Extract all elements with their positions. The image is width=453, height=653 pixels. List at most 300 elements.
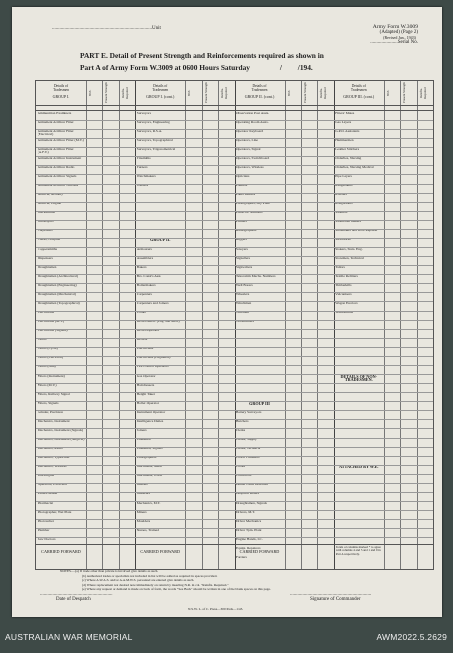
row-rule [135, 401, 234, 402]
row-rule [135, 528, 234, 529]
row-rule [135, 184, 234, 185]
tradesman-row: Artificer, Artillery [37, 193, 64, 197]
tradesman-row: Armourers [136, 247, 152, 251]
row-rule [334, 528, 433, 529]
row-rule [135, 247, 234, 248]
tradesman-row: Opticians [236, 174, 250, 178]
tradesman-row: Armament Artificer Fitter (Electrical) [37, 129, 74, 137]
row-rule [135, 510, 234, 511]
tradesman-row: Fitters [37, 338, 47, 342]
column-header-strength: Present Strength [302, 82, 307, 104]
tradesman-row: Painters [236, 184, 248, 188]
row-rule [334, 174, 433, 175]
tradesman-row: Clerks, Technical [236, 447, 261, 451]
tradesman-row: Fire Control Operators [136, 365, 169, 369]
row-rule [135, 229, 234, 230]
row-rule [334, 537, 433, 538]
tradesman-row: Tinsmiths [136, 156, 151, 160]
row-rule [135, 202, 234, 203]
row-rule [235, 311, 334, 312]
row-rule [334, 138, 433, 139]
row-rule [235, 156, 334, 157]
header-rule [36, 544, 433, 545]
column-header-details [235, 81, 285, 105]
row-rule [36, 338, 135, 339]
row-rule [135, 374, 234, 375]
row-rule [235, 229, 334, 230]
tradesman-row: Instrument Operator [136, 410, 166, 414]
row-rule [334, 193, 433, 194]
tradesman-row: Operators, Line [236, 138, 258, 142]
tradesman-row: G.P.O. Assistants [335, 129, 360, 133]
note-line: (c) Where A.W.A.S. and/or A.A.M.W.S. personnel are entered give details as such. [82, 578, 195, 583]
row-rule [235, 165, 334, 166]
tradesman-row: Photographer, Wet Plate [37, 510, 72, 514]
row-rule [334, 329, 433, 330]
column-header-reinf: Reinfts. Required [220, 87, 229, 99]
tradesman-row: Well Borers [236, 283, 253, 287]
tradesman-row: Fitters (Cycle) [37, 347, 58, 351]
row-rule [135, 311, 234, 312]
row-rule [334, 347, 433, 348]
tradesman-row: Winchmen [236, 301, 252, 305]
tradesman-row: Woodturners [236, 320, 254, 324]
tradesman-row: Hammermen [335, 138, 354, 142]
tradesman-row: Operating Room Assts. [236, 120, 269, 124]
tradesman-row: Tailors [335, 265, 345, 269]
tradesman-row: Fitters (Instrument) [37, 374, 65, 378]
tradesman-row: GROUP II. [150, 238, 171, 243]
row-rule [36, 129, 135, 130]
tradesman-row [236, 347, 283, 355]
column-header-details [135, 81, 185, 105]
row-rule [36, 138, 135, 139]
row-rule [235, 510, 334, 511]
tradesman-row: Photographer, Dry Plate [236, 202, 270, 206]
row-rule [135, 519, 234, 520]
totals-note: Totals of columns marked * to agree with columns 4 and 5 and 1 and 9 in Part A respectively. [335, 546, 381, 556]
tradesman-row: Armament Artificer Signals [37, 174, 77, 178]
row-rule [235, 465, 334, 466]
tradesman-row: Electricians (M.V.) [37, 320, 65, 324]
row-rule [334, 438, 433, 439]
tradesman-row: Signwriters [236, 265, 253, 269]
row-rule [36, 419, 135, 420]
row-rule [235, 401, 334, 402]
tradesman-row: Armament Artificer Fitter [37, 120, 74, 124]
row-rule [135, 156, 234, 157]
tradesman-row: Timberkills [335, 283, 352, 287]
row-rule [334, 156, 433, 157]
row-rule [36, 537, 135, 538]
tradesman-row: Ammunition Examiners [37, 111, 72, 115]
tradesman-row: Linesmen, Signals [136, 447, 163, 451]
tradesman-row [335, 429, 382, 437]
tradesman-row [236, 338, 283, 346]
row-rule [235, 338, 334, 339]
row-rule [235, 392, 334, 393]
tradesman-row [236, 365, 283, 373]
row-rule [36, 519, 135, 520]
tradesman-row [335, 384, 382, 392]
row-rule [235, 129, 334, 130]
row-rule [235, 202, 334, 203]
row-rule [235, 301, 334, 302]
row-rule [235, 501, 334, 502]
page-title-line1: PART E. Detail of Present Strength and Reinforcements required as shown in [80, 51, 324, 60]
carried-forward: CARRIED FORWARD [239, 550, 280, 554]
row-rule [36, 274, 135, 275]
tradesman-row: Welders [136, 184, 149, 188]
tradesman-row: Electricians [37, 311, 55, 315]
row-rule [36, 492, 135, 493]
tradesman-row [137, 229, 184, 237]
tradesman-row: Wiremen [236, 311, 249, 315]
tradesman-row: Driver-Operator [136, 329, 160, 333]
row-rule [334, 365, 433, 366]
group-label: GROUP I. [52, 94, 70, 100]
note-line: (b) Authorized trades or specialists not included in list will be added as required in spaces provided. [82, 573, 218, 578]
row-rule [135, 292, 234, 293]
row-rule [135, 301, 234, 302]
tradesman-row: Roughriders [335, 202, 353, 206]
tradesman-row: Electricians (Engineers) [136, 356, 171, 360]
row-rule [135, 356, 234, 357]
column-header-details [334, 81, 384, 105]
tradesman-row: Drivers, M.T. [236, 510, 255, 514]
row-rule [334, 256, 433, 257]
row-rule [135, 465, 234, 466]
tradesman-row: Driver-Mech. (Eng. and Med.) [136, 320, 180, 324]
row-rule [36, 229, 135, 230]
tradesman-row: Operators, Excavator [37, 483, 68, 487]
row-rule [334, 428, 433, 429]
tradesman-row: Mechanics, Instrument (Signals) [37, 428, 84, 432]
form-adapted: (Adapted) (Page 2) [379, 30, 418, 35]
tradesman-row: Surveyors, R.S.A. [136, 129, 163, 133]
row-rule [36, 184, 135, 185]
tradesman-row [236, 329, 283, 337]
tradesman-row: Rangetakers [335, 184, 353, 188]
carried-forward: CARRIED FORWARD [140, 550, 181, 554]
row-rule [235, 383, 334, 384]
tradesman-row [236, 384, 283, 392]
row-rule [36, 311, 135, 312]
row-rule [135, 165, 234, 166]
row-rule [334, 383, 433, 384]
tradesman-row: Holler Operator [136, 401, 160, 405]
row-rule [36, 320, 135, 321]
row-rule [334, 184, 433, 185]
tradesman-row: Butchers [236, 419, 249, 423]
tradesman-row [335, 456, 382, 464]
column-header-we: W.E. [187, 89, 192, 97]
row-rule [334, 492, 433, 493]
tradesman-row: Panel Beaters [236, 193, 256, 197]
row-rule [135, 410, 234, 411]
row-rule [135, 220, 234, 221]
column-header-reinf: Reinfts. Required [120, 87, 129, 99]
tradesman-row: Dispensers [37, 256, 53, 260]
tradesman-row: Drivers [136, 338, 148, 342]
row-rule [135, 456, 234, 457]
tradesman-row: Surveyors [136, 111, 151, 115]
tradesman-row: Armament Artificer Radio [37, 165, 75, 169]
tradesman-row: Machinists, Metal [136, 465, 163, 469]
column-divider [202, 81, 203, 569]
tradesman-row: Coppersmiths [37, 247, 57, 251]
row-rule [36, 447, 135, 448]
row-rule [36, 174, 135, 175]
form-number: Army Form W.3009 [372, 24, 418, 30]
row-rule [135, 120, 234, 121]
tradesman-row [236, 393, 283, 401]
tradesman-row: Fitters (Gun) [37, 365, 56, 369]
row-rule [235, 410, 334, 411]
row-rule [235, 438, 334, 439]
row-rule [334, 165, 433, 166]
tradesman-row: Fitters, Signals [37, 401, 59, 405]
row-rule [135, 419, 234, 420]
tradesman-row: Engine Hands, I.C. [236, 537, 263, 541]
row-rule [36, 374, 135, 375]
row-rule [334, 456, 433, 457]
tradesman-row: Artificer, Engine [37, 202, 62, 206]
row-rule [334, 419, 433, 420]
tradesman-row: Draughtsmen (Mechanical) [37, 292, 76, 296]
tradesman-row: Carpenters [37, 229, 53, 233]
row-rule [135, 383, 234, 384]
tradesman-row: Masseurs [136, 492, 150, 496]
row-rule [334, 238, 433, 239]
tradesman-row: Shoemaker and Boot Repairer [335, 229, 378, 233]
tradesman-row: Miners [136, 510, 147, 514]
row-rule [36, 438, 135, 439]
tradesman-row: Surveyors, Engineering [136, 120, 170, 124]
row-rule [235, 174, 334, 175]
tradesman-row: Hairdressers [136, 383, 155, 387]
tradesman-row: Equipt. Repairers [236, 546, 261, 550]
tradesman-row: Vulcanisers [335, 292, 352, 296]
row-rule [135, 129, 234, 130]
row-rule [36, 483, 135, 484]
row-rule [135, 338, 234, 339]
row-rule [235, 374, 334, 375]
tradesman-row: Storemen, Technical [335, 256, 364, 260]
row-rule [235, 365, 334, 366]
tradesman-row: Operators, Switchboard [236, 156, 270, 160]
tradesman-row: Machinists, Wood [136, 474, 163, 478]
carried-forward: CARRIED FORWARD [41, 550, 81, 554]
row-rule [235, 120, 334, 121]
row-rule [235, 428, 334, 429]
tradesman-row: Mechanics, M.T. [136, 501, 161, 505]
row-rule [235, 456, 334, 457]
column-divider [301, 81, 302, 569]
tradesman-row: Riveters [335, 193, 347, 197]
tradesman-row: Linesmen [136, 438, 151, 442]
tradesman-row [335, 447, 382, 455]
row-rule [235, 256, 334, 257]
tradesman-row: Fitters, Railway Signal [37, 392, 70, 396]
column-divider [185, 81, 186, 569]
tradesman-row: Draughtsmen [37, 265, 57, 269]
form-revised: (Revised Jan., 1943) [383, 35, 416, 40]
row-rule [135, 347, 234, 348]
row-rule [36, 247, 135, 248]
column-divider [400, 81, 401, 569]
tradesman-row: Bakers [136, 265, 147, 269]
tradesman-row: Concretors [236, 474, 252, 478]
row-rule [135, 138, 234, 139]
row-rule [235, 356, 334, 357]
tradesman-row: Electricians (Signals) [37, 329, 68, 333]
strength-table [35, 80, 434, 570]
row-rule [235, 138, 334, 139]
row-rule [36, 401, 135, 402]
page-title-line2: Part A of Army Form W.3009 at 0600 Hours Saturday / /194. [80, 63, 313, 72]
row-rule [334, 356, 433, 357]
row-rule [36, 156, 135, 157]
tradesman-row: Plumber [37, 528, 50, 532]
tradesman-row: Radiographers [236, 229, 257, 233]
row-rule [135, 265, 234, 266]
column-header-details [36, 81, 86, 105]
row-rule [235, 283, 334, 284]
header-rule [36, 105, 433, 106]
row-rule [334, 465, 433, 466]
tradesman-row: Pattern Maker [37, 492, 58, 496]
row-rule [36, 193, 135, 194]
row-rule [36, 147, 135, 148]
row-rule [36, 510, 135, 511]
group-label: GROUP I. (cont.) [146, 94, 175, 100]
column-divider [119, 81, 120, 569]
tradesman-row: Mechanics, Instrument [37, 419, 70, 423]
tradesman-row: Printers [236, 220, 247, 224]
tradesman-row: ATTACHED BY W.E. [339, 465, 379, 470]
tradesman-row: Saddlers [335, 211, 348, 215]
column-divider [317, 81, 318, 569]
column-header-we: W.E. [286, 89, 291, 97]
tradesman-row [335, 393, 382, 401]
row-rule [334, 483, 433, 484]
tradesman-row: Intelligence Duties [136, 419, 164, 423]
row-rule [235, 274, 334, 275]
row-rule [235, 519, 334, 520]
tradesman-row: Masons [136, 483, 148, 487]
row-rule [36, 474, 135, 475]
serial-no: ......................Serial No. [370, 40, 418, 45]
tradesman-row: Grinder, Precision [37, 410, 64, 414]
row-rule [36, 265, 135, 266]
tradesman-row: DETAILS OF NON-TRADESMEN. [340, 374, 378, 383]
tradesman-row: Observation Post Assts. [236, 111, 270, 115]
signature-of-commander: ................................................................. Signature of Commander [290, 592, 372, 602]
row-rule [235, 265, 334, 266]
row-rule [334, 474, 433, 475]
row-rule [334, 301, 433, 302]
note-line: (d) Where replacement not desired note immediately on return by inserting N.R. in col. "Reinfts. Required." [82, 582, 229, 587]
row-rule [334, 401, 433, 402]
row-rule [334, 229, 433, 230]
column-divider [285, 81, 286, 569]
row-rule [135, 238, 234, 239]
tradesman-row [335, 420, 382, 428]
tradesman-row: Boilermakers [136, 283, 156, 287]
row-rule [36, 301, 135, 302]
tradesman-row: Joiners [136, 428, 147, 432]
tradesman-row: Operator Keyboard [236, 129, 264, 133]
tradesman-row [335, 411, 382, 419]
row-rule [135, 274, 234, 275]
row-rule [235, 347, 334, 348]
tradesman-row: Fitters (Electrical) [37, 356, 64, 360]
tradesman-row [335, 438, 382, 446]
tradesman-row: Clerks, Supply [236, 438, 257, 442]
row-rule [334, 220, 433, 221]
row-rule [135, 211, 234, 212]
tradesman-row: GROUP III [249, 401, 270, 406]
tradesman-row [236, 375, 283, 383]
tradesman-row: Stevedores [335, 238, 351, 242]
row-rule [135, 537, 234, 538]
row-rule [334, 283, 433, 284]
column-divider [218, 81, 219, 569]
details-label: Details of Tradesmen [350, 84, 367, 93]
row-rule [36, 456, 135, 457]
credit-left: AUSTRALIAN WAR MEMORIAL [5, 632, 133, 642]
tradesman-row [335, 402, 382, 410]
details-label: Details of Tradesmen [152, 84, 169, 93]
tradesman-row: Electricians [136, 347, 154, 351]
column-header-strength: Present Strength [402, 82, 407, 104]
tradesman-row [335, 347, 382, 355]
tradesman-row: Mechanics, Radio [37, 447, 63, 451]
tradesman-row: Driver Mechanics [236, 519, 262, 523]
row-rule [36, 347, 135, 348]
row-rule [334, 510, 433, 511]
tradesman-row: Sawyers [236, 247, 248, 251]
tradesman-row: Dental Clerk Orderlies [236, 483, 268, 487]
row-rule [235, 483, 334, 484]
column-header-strength: Present Strength [104, 82, 109, 104]
tradesman-row: Armament Artificer Wireless [37, 184, 79, 188]
row-rule [36, 329, 135, 330]
row-rule [135, 392, 234, 393]
row-rule [334, 311, 433, 312]
tradesman-row: Mechanics, Instrument (Surgical) [37, 438, 85, 442]
group-label: GROUP III. (cont.) [343, 94, 375, 100]
tradesman-row: Watchmakers [136, 174, 156, 178]
row-rule [334, 211, 433, 212]
row-rule [36, 410, 135, 411]
tradesman-row: Blacksmiths [37, 211, 55, 215]
tradesman-row: Draughtsmen (Architectural) [37, 274, 79, 278]
tradesman-row: Photowriter [37, 519, 55, 523]
header-rule [36, 110, 433, 111]
row-rule [235, 474, 334, 475]
row-rule [334, 501, 433, 502]
tradesman-row: Assemblers [136, 256, 154, 260]
row-rule [135, 501, 234, 502]
tradesman-row: Carpenters [136, 292, 152, 296]
date-of-despatch: .......................................................... Date of Despatch [40, 592, 113, 602]
row-rule [334, 320, 433, 321]
column-header-reinf: Reinfts. Required [418, 87, 427, 99]
tradesman-row: Brs. Const's Asst. [136, 274, 162, 278]
tradesman-row: Orderlies, Nursing [335, 156, 362, 160]
